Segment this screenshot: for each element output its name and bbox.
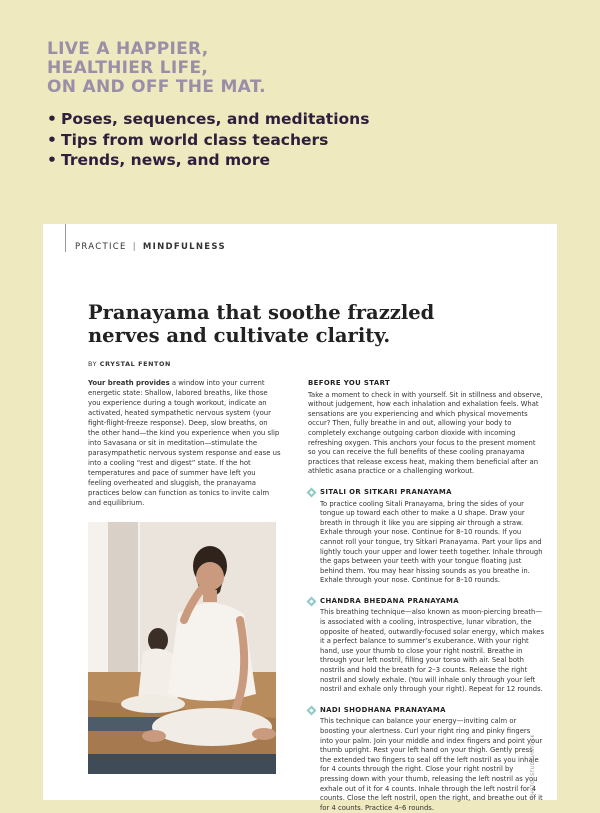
intro-paragraph — [88, 378, 281, 508]
promo-bullet-text: Trends, news, and more — [61, 151, 270, 169]
promo-headline-line: ON AND OFF THE MAT. — [47, 77, 266, 97]
technique-heading: NADI SHODHANA PRANAYAMA — [320, 705, 446, 714]
before-heading: BEFORE YOU START — [308, 379, 391, 387]
technique-text: To practice cooling Sitali Pranayama, bring the sides of your tongue up toward each other to make a U shape. Draw your breath in through it like you are sipping air through a straw. Exhale through your nose. Continue for 8–10 rounds. If you cannot roll your tongue, try Sitkari Pranayama. Part your lips and lightly touch your upper and lower teeth together. Inhale through the gaps between your teeth with your tongue floating just behind them. You may hear hissing sounds as you breathe in. Exhale through your nose. Continue for 8–10 rounds. — [320, 499, 543, 585]
promo-bullet-list — [47, 109, 567, 171]
meditation-photo — [88, 522, 276, 774]
promo-bullet-text: Poses, sequences, and meditations — [61, 110, 370, 128]
bullet-icon: • — [47, 130, 57, 149]
technique-text: This technique can balance your energy—inviting calm or boosting your alertness. Curl your right ring and pinky fingers into your palm. Join your middle and index fingers and point your thumb upright. Rest your left hand on your thigh. Gently press the extended two fingers to seal off the left nostril as you inhale for 4 counts through the right. Close your right nostril by pressing down with your thumb, releasing the left nostril as you exhale out of it for 4 counts. Inhale through the left nostril for 4 counts. Close the left nostril, open the right, and breathe out of it for 4 counts. Practice 4–6 rounds. — [320, 717, 543, 812]
section-separator: | — [132, 242, 137, 252]
article-title: Pranayama that soothe frazzled nerves and cultivate clarity. — [88, 301, 435, 347]
promo-bullet — [47, 130, 567, 151]
byline-prefix: BY — [88, 360, 98, 368]
meditation-illustration — [88, 522, 276, 774]
technique-text: This breathing technique—also known as moon-piercing breath—is associated with a cooling, introspective, lunar vibration, the opposite of heated, outwardly-focused solar energy, which makes it a perfect balance to summer’s exuberance. With your right hand, use your thumb to close your right nostril. Breathe in through your left nostril, filling your torso with air. Seal both nostrils and hold the breath for 2–3 counts. Release the right nostril and slowly exhale. (You will inhale only through your left nostril and exhale only through your right). Repeat for 12 rounds. — [320, 608, 544, 694]
byline — [88, 360, 171, 368]
section-label — [75, 242, 226, 252]
section-name: PRACTICE — [75, 242, 127, 252]
technique-section — [308, 488, 544, 586]
technique-heading: CHANDRA BHEDANA PRANAYAMA — [320, 596, 459, 605]
intro-text: a window into your current energetic state: Shallow, labored breaths, like those you experience during a tough workout, indicate an activated, heated sympathetic nervous system (your fight-flight-freeze response). Deep, slow breaths, on the other hand—the kind you experience when you slip into Savasana or sit in meditation—stimulate the parasympathetic nervous system response and ease us into a cooling “rest and digest” state. If the hot temperatures and pace of summer have left you feeling overheated and sluggish, the pranayama practices below can function as tonics to invite calm and equilibrium. — [88, 379, 281, 507]
bullet-icon: • — [47, 151, 57, 169]
promo-headline — [47, 40, 567, 97]
author-name: CRYSTAL FENTON — [99, 360, 171, 368]
promo-headline-line: HEALTHIER LIFE, — [47, 58, 209, 78]
diamond-bullet-icon — [307, 487, 317, 497]
diamond-bullet-icon — [307, 705, 317, 715]
technique-section — [308, 706, 544, 813]
promo-bullet-text: Tips from world class teachers — [61, 130, 329, 149]
promo-banner — [47, 40, 567, 171]
technique-section — [308, 597, 544, 695]
promo-headline-line: LIVE A HAPPIER, — [47, 39, 209, 59]
photo-credit: PHOTO: STUDIO/ISTOCK — [531, 734, 536, 799]
intro-lead: Your breath provides — [88, 379, 170, 387]
bullet-icon: • — [47, 110, 57, 128]
techniques-column — [308, 379, 544, 813]
subsection-name: MINDFULNESS — [142, 242, 226, 252]
article-page[interactable] — [43, 224, 557, 812]
before-text: Take a moment to check in with yourself. Sit in stillness and observe, without judgement, how each inhalation and exhalation feels. What sensations are you experiencing and which physical movements occur? Then, fully breathe in and out, allowing your body to completely exchange outgoing carbon dioxide with incoming refreshing oxygen. This anchors your focus to the present moment so you can receive the full benefits of these cooling pranayama practices that release excess heat, making them beneficial after an athletic asana practice or a challenging workout. — [308, 390, 543, 476]
promo-bullet — [47, 150, 567, 171]
diamond-bullet-icon — [307, 596, 317, 606]
promo-bullet — [47, 109, 567, 130]
technique-heading: SITALI OR SITKARI PRANAYAMA — [320, 487, 452, 496]
section-divider — [65, 224, 66, 252]
